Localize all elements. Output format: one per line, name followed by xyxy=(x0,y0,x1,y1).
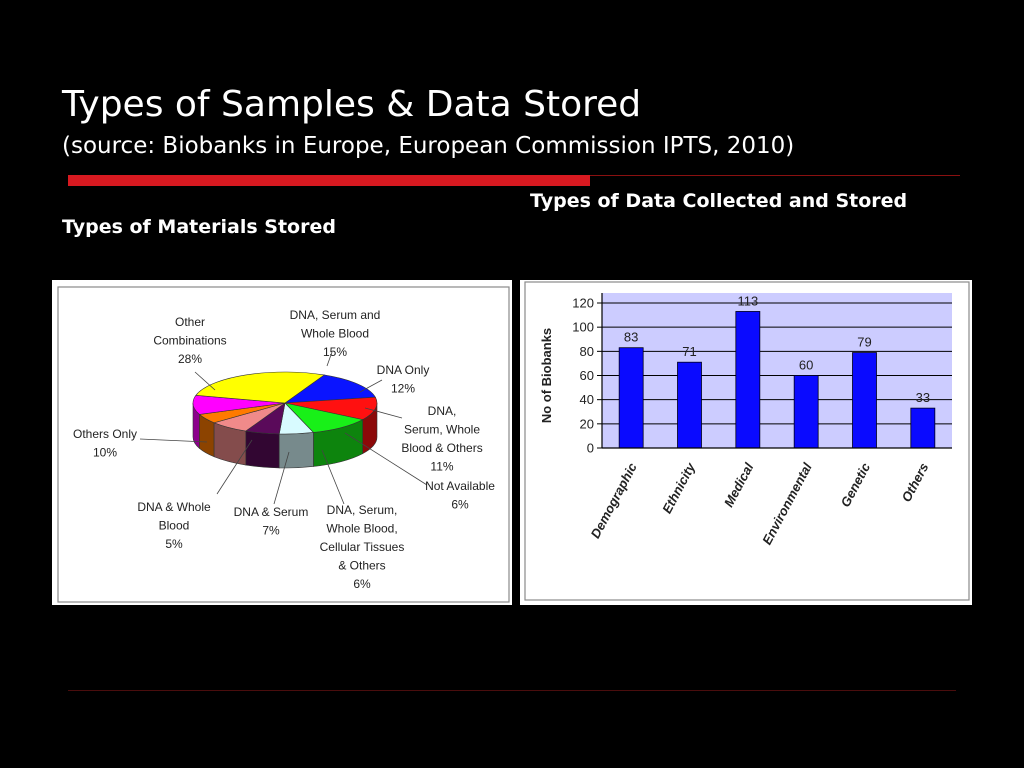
pie-slice-label-line: DNA & Serum xyxy=(233,505,309,519)
y-tick-label: 60 xyxy=(579,368,594,383)
pie-slice-label-line: DNA & Whole xyxy=(137,500,211,514)
pie-slice-label-line: DNA Only xyxy=(376,363,430,377)
pie-slice-label-line: 10% xyxy=(92,445,118,460)
pie-slice-label xyxy=(153,315,226,366)
bar xyxy=(619,348,643,448)
bar xyxy=(678,362,702,448)
pie-slice-side xyxy=(279,432,313,468)
pie-slice-label-line: 12% xyxy=(390,381,416,396)
pie-slice-label-line: Serum, Whole xyxy=(403,422,481,437)
pie-slice-label-line: Others Only xyxy=(72,427,138,441)
y-tick-label: 20 xyxy=(579,416,594,432)
title-underline-accent xyxy=(68,175,590,186)
pie-slice-label-line: DNA, Serum, xyxy=(326,503,398,517)
bar xyxy=(853,353,877,448)
x-category-label: Ethnicity xyxy=(659,460,699,516)
pie-leader-line xyxy=(360,380,382,392)
pie-slice-label xyxy=(320,503,405,591)
x-category-label: Environmental xyxy=(759,460,815,548)
right-panel-heading: Types of Data Collected and Stored xyxy=(530,190,908,212)
y-tick-label: 100 xyxy=(572,319,594,335)
footer-divider xyxy=(68,690,956,691)
bar-value-label: 60 xyxy=(798,357,814,373)
y-tick-label: 80 xyxy=(579,343,594,359)
pie-slice-label-line: 28% xyxy=(177,352,203,366)
pie-slice-label-line: Whole Blood xyxy=(300,326,370,341)
slide-subtitle: (source: Biobanks in Europe, European Commission IPTS, 2010) xyxy=(62,133,795,159)
pie-slice-label-line: 11% xyxy=(430,459,454,474)
pie-slice-label-line: 6% xyxy=(353,577,371,591)
pie-slice-label-line: Blood & Others xyxy=(401,441,483,455)
pie-slice-label-line: & Others xyxy=(338,558,386,573)
left-panel-heading: Types of Materials Stored xyxy=(62,216,336,238)
bar-value-label: 83 xyxy=(623,329,639,345)
bar xyxy=(911,408,935,448)
pie-slice-label xyxy=(73,427,137,460)
pie-slice-label-line: Cellular Tissues xyxy=(319,540,405,554)
pie-slice-label-line: DNA, Serum and xyxy=(289,308,381,322)
pie-slice-label-line: DNA, xyxy=(427,404,457,418)
pie-slice-label-line: 5% xyxy=(165,537,183,551)
pie-chart xyxy=(52,280,512,605)
pie-slice-label-line: Other xyxy=(174,315,206,329)
pie-chart-panel xyxy=(52,280,512,605)
pie-slice-label-line: 15% xyxy=(322,345,348,359)
pie-slice-label-line: 6% xyxy=(451,497,469,512)
x-category-label: Medical xyxy=(720,460,757,510)
bar xyxy=(736,311,760,448)
bar-chart xyxy=(520,280,972,605)
pie-slice-label-line: Whole Blood, xyxy=(326,521,398,536)
pie-slice-label-line: Not Available xyxy=(425,479,495,493)
pie-slice-label xyxy=(290,308,381,359)
bar-value-label: 33 xyxy=(915,390,931,406)
x-category-label: Others xyxy=(898,460,932,505)
y-tick-label: 120 xyxy=(572,295,594,311)
pie-slice-label xyxy=(401,404,482,474)
x-category-label: Genetic xyxy=(837,460,874,510)
pie-slice-label-line: Combinations xyxy=(153,333,227,348)
pie-slice-side xyxy=(246,431,279,468)
x-category-label: Demographic xyxy=(587,460,640,541)
slide-title: Types of Samples & Data Stored xyxy=(62,84,642,125)
pie-slice-label-line: 7% xyxy=(262,523,280,538)
bar-value-label: 71 xyxy=(682,344,697,360)
pie-slice-label xyxy=(425,479,495,512)
y-axis-label: No of Biobanks xyxy=(539,327,554,424)
pie-slice-label xyxy=(377,363,430,396)
y-tick-label: 0 xyxy=(586,440,594,456)
pie-slice-label-line: Blood xyxy=(158,518,190,533)
pie-slice-label xyxy=(234,505,309,538)
title-underline-thin xyxy=(590,175,960,176)
bar-value-label: 79 xyxy=(857,334,872,350)
bar xyxy=(794,376,818,449)
y-tick-label: 40 xyxy=(579,392,594,408)
bar-value-label: 113 xyxy=(737,293,759,309)
pie-slice-label xyxy=(137,500,211,551)
bar-plot-area xyxy=(602,293,952,448)
bar-chart-panel xyxy=(520,280,972,605)
